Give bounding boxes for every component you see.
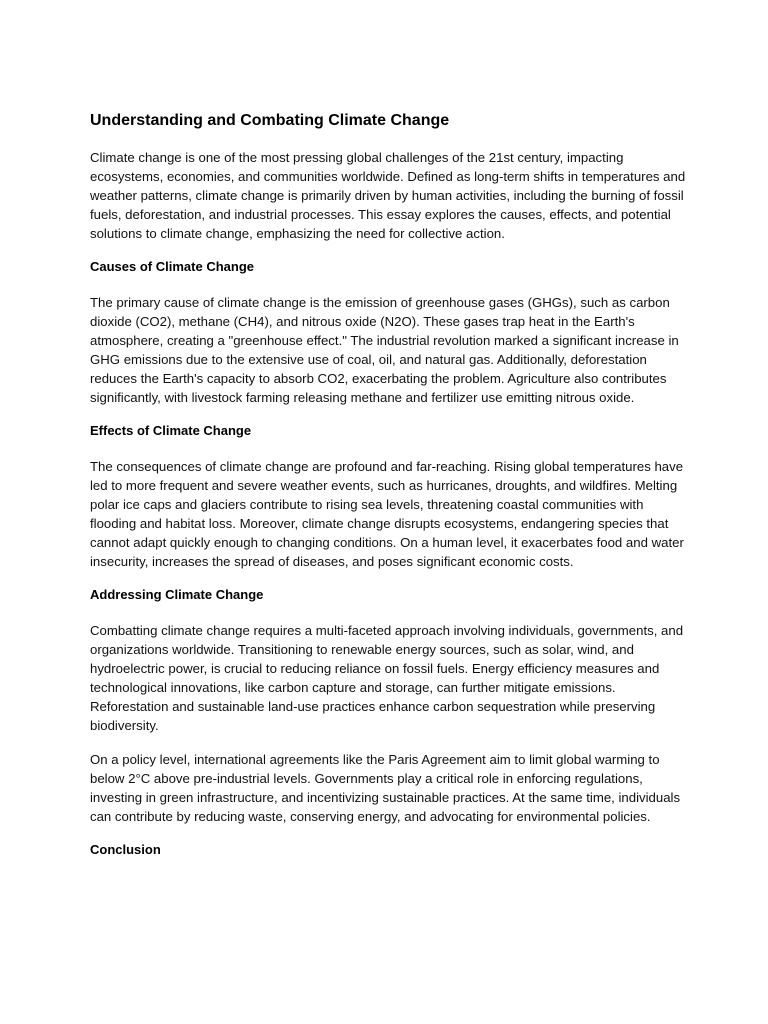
addressing-paragraph-2: On a policy level, international agreements like the Paris Agreement aim to limit global warming to below 2°C above pre-industrial levels. Governments play a critical role in enforcing regulations, investing in green infrastructure, and incentivizing sustainable practices. At the same time, individuals can contribute by reducing waste, conserving energy, and advocating for environmental policies. (90, 752, 681, 824)
section-heading-conclusion: Conclusion (90, 842, 161, 857)
section-heading-addressing: Addressing Climate Change (90, 587, 264, 602)
section-heading-causes: Causes of Climate Change (90, 259, 254, 274)
section-heading-effects: Effects of Climate Change (90, 423, 252, 438)
document-page (90, 110, 686, 876)
intro-paragraph: Climate change is one of the most pressing global challenges of the 21st century, impacting ecosystems, economies, and communities worldwide. Defined as long-term shifts in temperatures and weather patterns, climate change is primarily driven by human activities, including the burning of fossil fuels, deforestation, and industrial processes. This essay explores the causes, effects, and potential solutions to climate change, emphasizing the need for collective action. (90, 150, 686, 241)
addressing-paragraph-1: Combatting climate change requires a multi-faceted approach involving individuals, governments, and organizations worldwide. Transitioning to renewable energy sources, such as solar, wind, and hydroelectric power, is crucial to reducing reliance on fossil fuels. Energy efficiency measures and technological innovations, like carbon capture and storage, can further mitigate emissions. Reforestation and sustainable land-use practices enhance carbon sequestration while preserving biodiversity. (90, 623, 684, 733)
effects-paragraph: The consequences of climate change are profound and far-reaching. Rising global temperatures have led to more frequent and severe weather events, such as hurricanes, droughts, and wildfires. Melting polar ice caps and glaciers contribute to rising sea levels, threatening coastal communities with flooding and habitat loss. Moreover, climate change disrupts ecosystems, endangering species that cannot adapt quickly enough to changing conditions. On a human level, it exacerbates food and water insecurity, increases the spread of diseases, and poses significant economic costs. (90, 459, 684, 569)
document-title: Understanding and Combating Climate Change (90, 112, 450, 129)
causes-paragraph: The primary cause of climate change is the emission of greenhouse gases (GHGs), such as carbon dioxide (CO2), methane (CH4), and nitrous oxide (N2O). These gases trap heat in the Earth's atmosphere, creating a "greenhouse effect." The industrial revolution marked a significant increase in GHG emissions due to the extensive use of coal, oil, and natural gas. Additionally, deforestation reduces the Earth's capacity to absorb CO2, exacerbating the problem. Agriculture also contributes significantly, with livestock farming releasing methane and fertilizer use emitting nitrous oxide. (90, 295, 679, 405)
